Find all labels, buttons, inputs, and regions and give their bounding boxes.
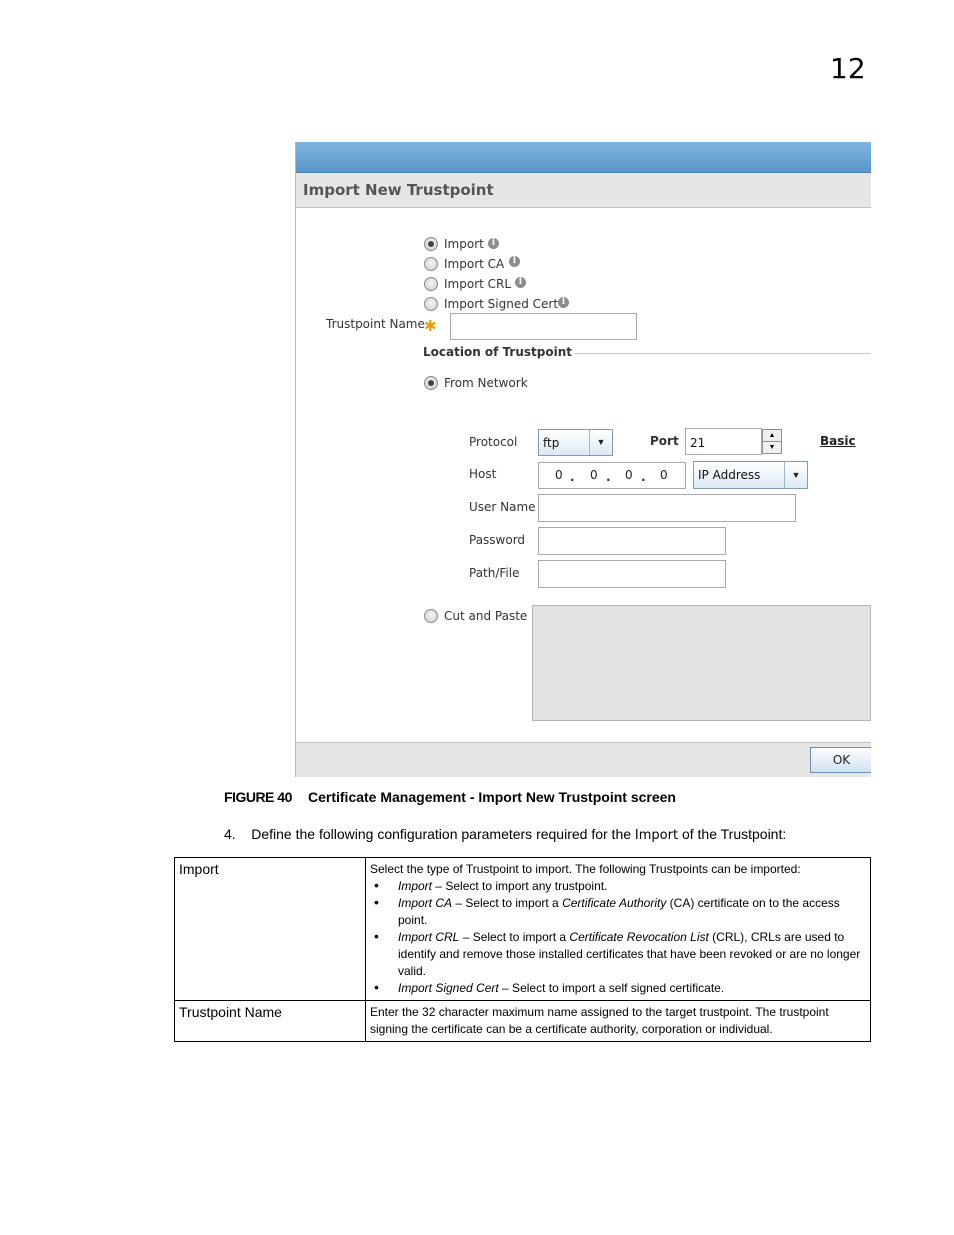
radio-import[interactable] bbox=[424, 237, 438, 251]
username-label: User Name bbox=[469, 500, 536, 514]
figure-label: FIGURE 40 bbox=[224, 789, 292, 805]
table-row bbox=[175, 1001, 871, 1042]
host-label: Host bbox=[469, 467, 497, 481]
list-item: • Import CRL – Select to import a Certificate Revocation List (CRL), CRLs are used to identify and remove those installed certificates that have been revoked or are no longer valid. bbox=[370, 929, 866, 980]
step-text-before: Define the following configuration parameters required for the bbox=[251, 826, 635, 842]
required-star-icon: ✱ bbox=[424, 318, 437, 335]
username-input[interactable] bbox=[538, 494, 796, 522]
cut-paste-textarea[interactable] bbox=[532, 605, 871, 721]
radio-import-crl-label: Import CRL bbox=[444, 277, 512, 291]
term-import: Import bbox=[175, 858, 366, 1001]
cut-paste-label: Cut and Paste bbox=[444, 609, 528, 623]
dialog-titlebar bbox=[296, 173, 871, 208]
radio-from-network[interactable] bbox=[424, 376, 438, 390]
stepper-down-icon[interactable]: ▼ bbox=[768, 444, 776, 451]
host-type-value: IP Address bbox=[698, 468, 761, 482]
radio-import-crl[interactable] bbox=[424, 277, 438, 291]
protocol-value: ftp bbox=[543, 436, 560, 450]
location-divider bbox=[574, 353, 871, 354]
step-number: 4. bbox=[224, 826, 236, 842]
step-text-after: of the Trustpoint: bbox=[678, 826, 787, 842]
page-number: 12 bbox=[830, 52, 866, 85]
dialog-title: Import New Trustpoint bbox=[303, 181, 494, 199]
radio-cut-and-paste[interactable] bbox=[424, 609, 438, 623]
list-item: • Import CA – Select to import a Certificate Authority (CA) certificate on to the access point. bbox=[370, 895, 866, 929]
chevron-down-icon: ▼ bbox=[589, 430, 612, 455]
ip-dot: . bbox=[641, 470, 646, 484]
term-trustpoint-name: Trustpoint Name bbox=[175, 1001, 366, 1042]
desc-import bbox=[366, 858, 871, 1001]
port-input[interactable] bbox=[685, 428, 762, 455]
info-icon[interactable]: i bbox=[509, 256, 520, 267]
port-label: Port bbox=[650, 434, 679, 448]
password-input[interactable] bbox=[538, 527, 726, 555]
radio-import-label: Import bbox=[444, 237, 484, 251]
info-icon[interactable]: i bbox=[558, 297, 569, 308]
step-instruction bbox=[224, 826, 786, 843]
stepper-up-icon[interactable]: ▲ bbox=[763, 430, 781, 442]
protocol-label: Protocol bbox=[469, 435, 518, 449]
window-header-bar bbox=[296, 142, 871, 173]
import-types-list bbox=[370, 878, 866, 997]
location-heading: Location of Trustpoint bbox=[423, 345, 572, 359]
info-icon[interactable]: i bbox=[488, 238, 499, 249]
parameter-table bbox=[174, 857, 871, 1042]
trustpoint-name-label: Trustpoint Name bbox=[326, 317, 425, 331]
radio-import-ca-label: Import CA bbox=[444, 257, 505, 271]
host-octet-3: 0 bbox=[625, 468, 633, 482]
password-label: Password bbox=[469, 533, 526, 547]
trustpoint-name-input[interactable] bbox=[450, 313, 637, 340]
radio-import-ca[interactable] bbox=[424, 257, 438, 271]
ip-dot: . bbox=[570, 470, 575, 484]
desc-intro: Select the type of Trustpoint to import. The following Trustpoints can be imported: bbox=[370, 862, 801, 876]
ip-dot: . bbox=[606, 470, 611, 484]
step-keyword: Import bbox=[634, 828, 679, 843]
host-ip-input[interactable] bbox=[538, 462, 686, 489]
port-stepper[interactable] bbox=[762, 429, 782, 454]
dialog-footer bbox=[296, 742, 871, 777]
host-octet-4: 0 bbox=[660, 468, 668, 482]
host-octet-2: 0 bbox=[590, 468, 598, 482]
port-value: 21 bbox=[690, 436, 706, 450]
ok-button[interactable]: OK bbox=[810, 747, 871, 773]
radio-import-signed-cert-label: Import Signed Cert bbox=[444, 297, 559, 311]
info-icon[interactable]: i bbox=[515, 277, 526, 288]
radio-import-signed-cert[interactable] bbox=[424, 297, 438, 311]
figure-caption: Certificate Management - Import New Trustpoint screen bbox=[308, 789, 676, 805]
chevron-down-icon: ▼ bbox=[784, 462, 807, 488]
protocol-select[interactable] bbox=[538, 429, 613, 456]
from-network-label: From Network bbox=[444, 376, 528, 390]
list-item: • Import Signed Cert – Select to import a self signed certificate. bbox=[370, 980, 866, 997]
desc-trustpoint-name: Enter the 32 character maximum name assigned to the target trustpoint. The trustpoint signing the certificate can be a certificate authority, corporation or individual. bbox=[366, 1001, 871, 1042]
list-item: • Import – Select to import any trustpoint. bbox=[370, 878, 866, 895]
basic-link[interactable]: Basic bbox=[820, 434, 856, 448]
pathfile-label: Path/File bbox=[469, 566, 520, 580]
host-octet-1: 0 bbox=[555, 468, 563, 482]
import-trustpoint-screenshot bbox=[295, 142, 871, 777]
table-row bbox=[175, 858, 871, 1001]
host-type-select[interactable] bbox=[693, 461, 808, 489]
pathfile-input[interactable] bbox=[538, 560, 726, 588]
